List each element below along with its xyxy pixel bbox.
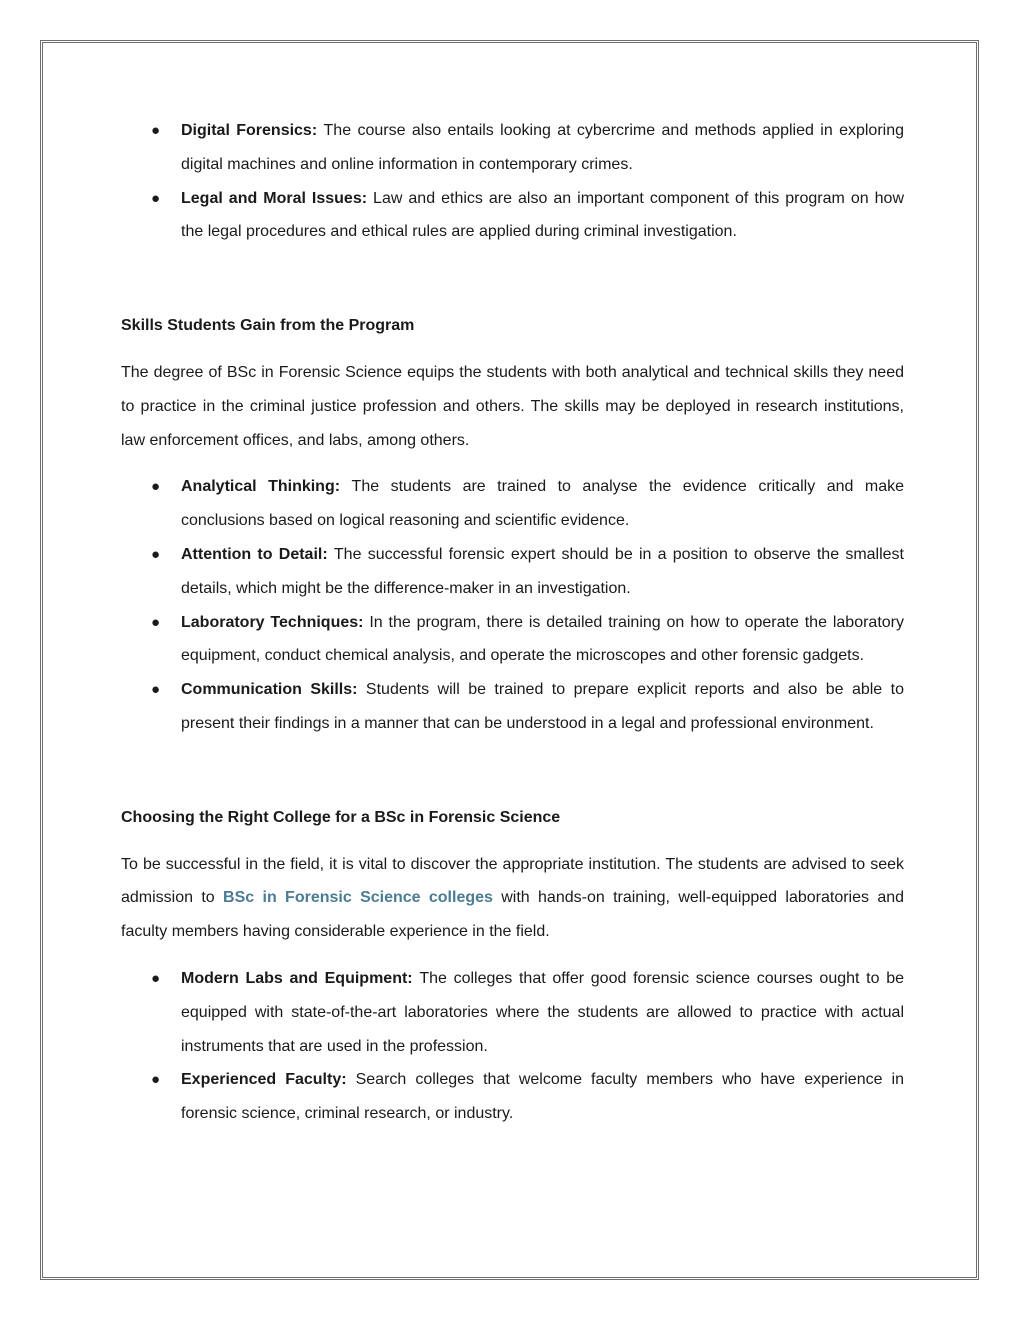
document-body bbox=[121, 114, 904, 1131]
bullet-icon: ● bbox=[151, 969, 161, 987]
bullet-icon: ● bbox=[151, 122, 161, 139]
bullet-term: Laboratory Techniques: bbox=[181, 613, 370, 631]
bullet-text: In the program, there is detailed training on how to operate the laboratory equipment, conduct chemical analysis, and operate the microscopes and other forensic gadgets. bbox=[181, 613, 904, 665]
bullet-text: The colleges that offer good forensic science courses ought to be equipped with state-of-the-art laboratories where the students are allowed to practice with actual instruments that are used in the profession. bbox=[181, 969, 904, 1055]
bullet-term: Digital Forensics: bbox=[181, 122, 324, 139]
bullet-text: The students are trained to analyse the evidence critically and make conclusions based on logical reasoning and scientific evidence. bbox=[181, 478, 904, 530]
bullet-icon: ● bbox=[151, 545, 161, 563]
bullet-icon: ● bbox=[151, 189, 161, 207]
bullet-term: Attention to Detail: bbox=[181, 545, 334, 563]
college-paragraph bbox=[121, 848, 904, 949]
college-paragraph-end: with hands-on training, well-equipped laboratories and faculty members having considerable experience in the field. bbox=[121, 889, 905, 941]
bullet-text: Search colleges that welcome faculty members who have experience in forensic science, criminal research, or industry. bbox=[181, 1071, 905, 1123]
skills-heading: Skills Students Gain from the Program bbox=[121, 317, 415, 335]
college-paragraph-start: To be successful in the field, it is vital to discover the appropriate institution. The students are advised to seek admission to bbox=[121, 855, 904, 907]
college-heading: Choosing the Right College for a BSc in Forensic Science bbox=[121, 808, 561, 826]
skills-paragraph: The degree of BSc in Forensic Science equips the students with both analytical and technical skills they need to practice in the criminal justice profession and others. The skills may be deployed in research institutions, law enforcement offices, and labs, among others. bbox=[121, 363, 904, 449]
bullet-text: Students will be trained to prepare explicit reports and also be able to present their findings in a manner that can be understood in a legal and professional environment. bbox=[181, 681, 904, 732]
list-item bbox=[121, 606, 904, 674]
list-item bbox=[121, 470, 904, 538]
bullet-term: Experienced Faculty: bbox=[181, 1071, 356, 1089]
intro-bullet-list bbox=[121, 114, 904, 249]
bullet-term: Legal and Moral Issues: bbox=[181, 189, 374, 207]
skills-bullet-list bbox=[121, 470, 904, 740]
bullet-icon: ● bbox=[151, 1071, 161, 1089]
list-item bbox=[121, 114, 904, 182]
bullet-icon: ● bbox=[151, 613, 161, 631]
list-item bbox=[121, 673, 904, 741]
bullet-text: Law and ethics are also an important component of this program on how the legal procedures and ethical rules are applied during criminal investigation. bbox=[181, 189, 904, 241]
bullet-icon: ● bbox=[151, 681, 161, 699]
bullet-icon: ● bbox=[151, 478, 161, 496]
list-item bbox=[121, 182, 904, 250]
bullet-text: The successful forensic expert should be in a position to observe the smallest details, which might be the difference-maker in an investigation. bbox=[181, 545, 904, 597]
colleges-link[interactable]: BSc in Forensic Science colleges bbox=[223, 889, 493, 907]
list-item bbox=[121, 538, 904, 606]
list-item bbox=[121, 1063, 904, 1131]
bullet-term: Modern Labs and Equipment: bbox=[181, 969, 420, 987]
bullet-text: The course also entails looking at cybercrime and methods applied in exploring digital machines and online information in contemporary crimes. bbox=[181, 122, 905, 173]
list-item bbox=[121, 962, 904, 1063]
bullet-term: Communication Skills: bbox=[181, 681, 366, 699]
bullet-term: Analytical Thinking: bbox=[181, 478, 352, 496]
college-bullet-list bbox=[121, 962, 904, 1131]
